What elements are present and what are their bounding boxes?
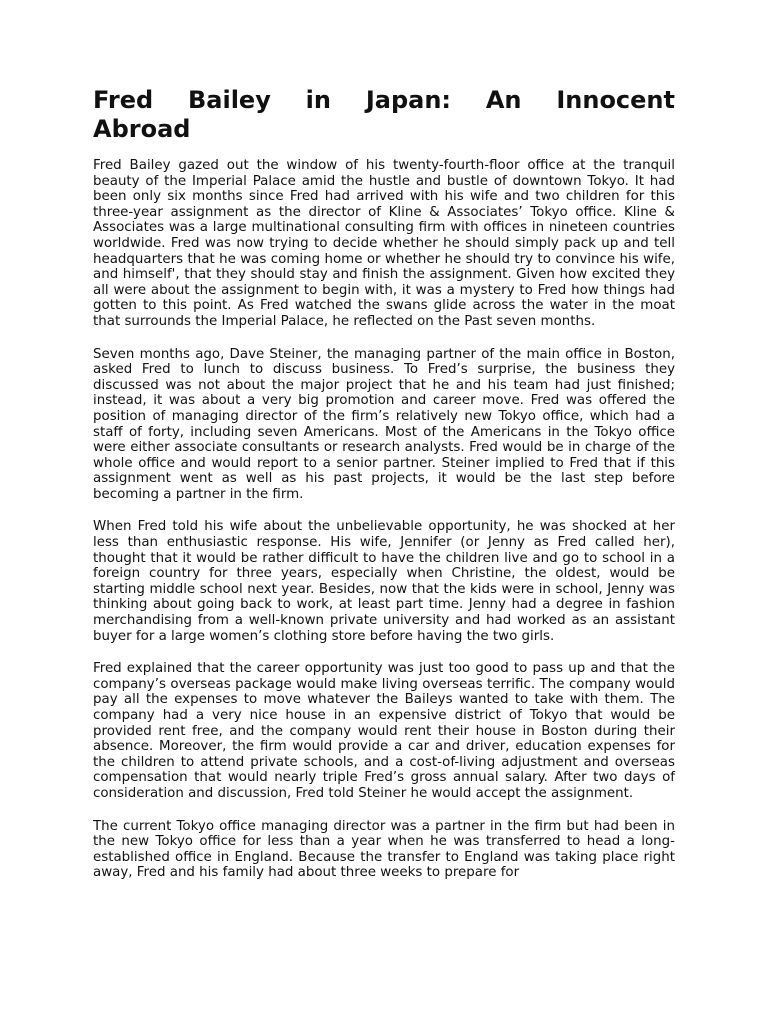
document-page bbox=[93, 86, 675, 898]
document-title bbox=[93, 86, 675, 144]
paragraph-3: When Fred told his wife about the unbelievable opportunity, he was shocked at her less than enthusiastic response. His wife, Jennifer (or Jenny as Fred called her), thought that it would be rather difficult to have the children live and go to school in a foreign country for three years, especially when Christine, the oldest, would be starting middle school next year. Besides, now that the kids were in school, Jenny was thinking about going back to work, at least part time. Jenny had a degree in fashion merchandising from a well-known private university and had worked as an assistant buyer for a large women’s clothing store before having the two girls. bbox=[93, 519, 675, 644]
paragraph-1: Fred Bailey gazed out the window of his twenty-fourth-floor office at the tranquil beauty of the Imperial Palace amid the hustle and bustle of downtown Tokyo. It had been only six months since Fred had arrived with his wife and two children for this three-year assignment as the director of Kline & Associates’ Tokyo office. Kline & Associates was a large multinational consulting firm with offices in nineteen countries worldwide. Fred was now trying to decide whether he should simply pack up and tell headquarters that he was coming home or whether he should try to convince his wife, and himself', that they should stay and finish the assignment. Given how excited they all were about the assignment to begin with, it was a mystery to Fred how things had gotten to this point. As Fred watched the swans glide across the water in the moat that surrounds the Imperial Palace, he reflected on the Past seven months. bbox=[93, 158, 675, 329]
title-line-2: Abroad bbox=[93, 115, 191, 143]
title-line-1: Fred Bailey in Japan: An Innocent bbox=[93, 86, 675, 114]
paragraph-5: The current Tokyo office managing director was a partner in the firm but had been in the new Tokyo office for less than a year when he was transferred to head a long-established office in England. Because the transfer to England was taking place right away, Fred and his family had about three weeks to prepare for bbox=[93, 818, 675, 881]
paragraph-4: Fred explained that the career opportunity was just too good to pass up and that the company’s overseas package would make living overseas terrific. The company would pay all the expenses to move whatever the Baileys wanted to take with them. The company had a very nice house in an expensive district of Tokyo that would be provided rent free, and the company would rent their house in Boston during their absence. Moreover, the firm would provide a car and driver, education expenses for the children to attend private schools, and a cost-of-living adjustment and overseas compensation that would nearly triple Fred’s gross annual salary. After two days of consideration and discussion, Fred told Steiner he would accept the assignment. bbox=[93, 661, 675, 801]
paragraph-2: Seven months ago, Dave Steiner, the managing partner of the main office in Boston, asked Fred to lunch to discuss business. To Fred’s surprise, the business they discussed was not about the major project that he and his team had just finished; instead, it was about a very big promotion and career move. Fred was offered the position of managing director of the firm’s relatively new Tokyo office, which had a staff of forty, including seven Americans. Most of the Americans in the Tokyo office were either associate consultants or research analysts. Fred would be in charge of the whole office and would report to a senior partner. Steiner implied to Fred that if this assignment went as well as his past projects, it would be the last step before becoming a partner in the firm. bbox=[93, 346, 675, 502]
